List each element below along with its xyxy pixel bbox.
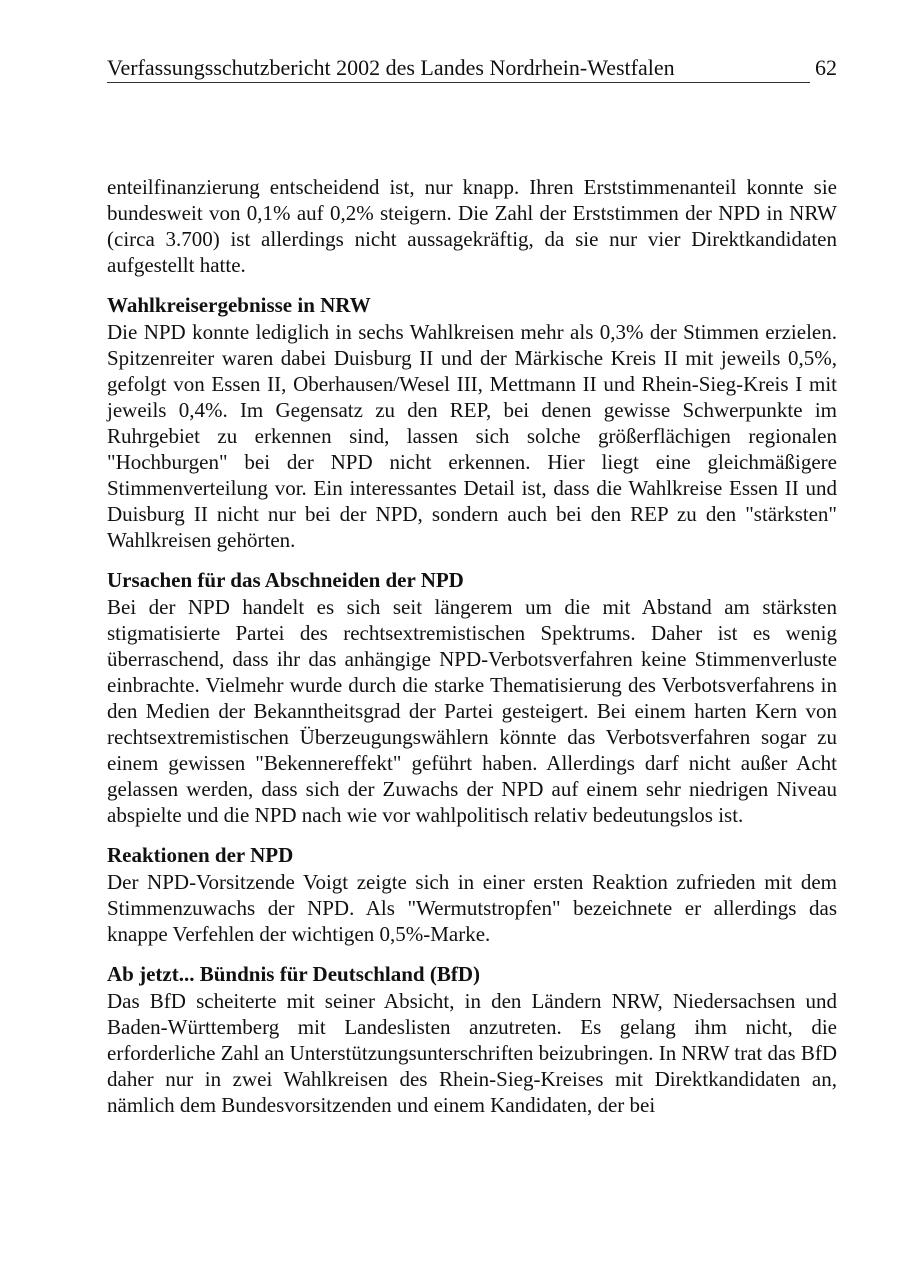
section-heading-wahlkreisergebnisse: Wahlkreisergebnisse in NRW bbox=[107, 293, 371, 317]
section-paragraph-reaktionen: Der NPD-Vorsitzende Voigt zeigte sich in einer ersten Reaktion zufrieden mit dem Stimmenzuwachs der NPD. Als "Wermutstropfen" bezeichnete er allerdings das knappe Verfehlen der wichtigen 0,5%-Marke. bbox=[107, 870, 837, 946]
section-paragraph-wahlkreisergebnisse: Die NPD konnte lediglich in sechs Wahlkreisen mehr als 0,3% der Stimmen erzielen. Spitzenreiter waren dabei Duisburg II und der Märkische Kreis II mit jeweils 0,5%, gefolgt von Essen II, Oberhausen/Wesel III, Mettmann II und Rhein-Sieg-Kreis I mit jeweils 0,4%. Im Gegensatz zu den REP, bei denen gewisse Schwerpunkte im Ruhrgebiet zu erkennen sind, lassen sich solche größerflächigen regionalen "Hochburgen" bei der NPD nicht erkennen. Hier liegt eine gleichmäßigere Stimmenverteilung vor. Ein interessantes Detail ist, dass die Wahlkreise Essen II und Duisburg II nicht nur bei der NPD, sondern auch bei den REP zu den "stärksten" Wahlkreisen gehörten. bbox=[107, 320, 837, 552]
section-paragraph-ursachen: Bei der NPD handelt es sich seit längerem um die mit Abstand am stärksten stigmatisierte Partei des rechtsextremistischen Spektrums. Daher ist es wenig überraschend, dass ihr das anhängige NPD-Verbotsverfahren keine Stimmenverluste einbrachte. Vielmehr wurde durch die starke Thematisierung des Verbotsverfahrens in den Medien der Bekanntheitsgrad der Partei gesteigert. Bei einem harten Kern von rechtsextremistischen Überzeugungswählern könnte das Verbotsverfahren sogar zu einem gewissen "Bekennereffekt" geführt haben. Allerdings darf nicht außer Acht gelassen werden, dass sich der Zuwachs der NPD auf einem sehr niedrigen Niveau abspielte und die NPD nach wie vor wahlpolitisch relativ bedeutungslos ist. bbox=[107, 595, 837, 827]
header-rule bbox=[107, 82, 810, 83]
document-body bbox=[107, 174, 837, 1118]
page-number: 62 bbox=[815, 55, 837, 80]
section-heading-bfd: Ab jetzt... Bündnis für Deutschland (BfD) bbox=[107, 962, 480, 986]
intro-paragraph: enteilfinanzierung entscheidend ist, nur knapp. Ihren Erststimmenanteil konnte sie bundesweit von 0,1% auf 0,2% steigern. Die Zahl der Erststimmen der NPD in NRW (circa 3.700) ist allerdings nicht aussagekräftig, da sie nur vier Direktkandidaten aufgestellt hatte. bbox=[107, 175, 837, 277]
header-title: Verfassungsschutzbericht 2002 des Landes Nordrhein-Westfalen bbox=[107, 55, 675, 80]
section-paragraph-bfd: Das BfD scheiterte mit seiner Absicht, in den Ländern NRW, Niedersachsen und Baden-Württemberg mit Landeslisten anzutreten. Es gelang ihm nicht, die erforderliche Zahl an Unterstützungsunterschriften beizubringen. In NRW trat das BfD daher nur in zwei Wahlkreisen des Rhein-Sieg-Kreises mit Direktkandidaten an, nämlich dem Bundesvorsitzenden und einem Kandidaten, der bei bbox=[107, 989, 837, 1117]
section-heading-ursachen: Ursachen für das Abschneiden der NPD bbox=[107, 568, 464, 592]
running-header bbox=[107, 55, 837, 85]
section-heading-reaktionen: Reaktionen der NPD bbox=[107, 843, 294, 867]
